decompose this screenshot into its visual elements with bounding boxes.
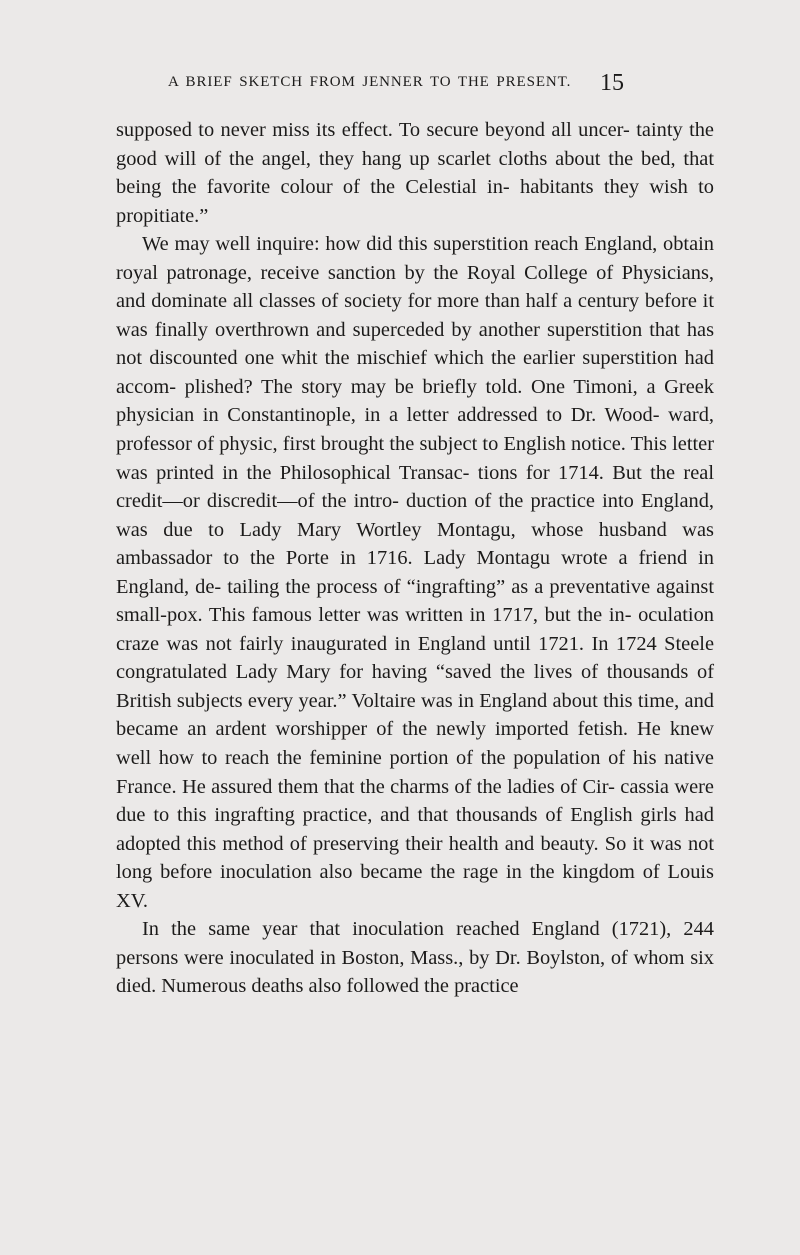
running-title: A BRIEF SKETCH FROM JENNER TO THE PRESENT. [168,74,572,90]
paragraph-inquiry: We may well inquire: how did this superstition reach England, obtain royal patronage, receive sanction by the Royal College of Physicians, and dominate all classes of society for more than half a century before it was finally overthrown and superceded by another superstition that has not discounted one whit the mischief which the earlier superstition had accom- plished? The story may be briefly told. One Timoni, a Greek physician in Constantinople, in a letter addressed to Dr. Wood- ward, professor of physic, first brought the subject to English notice. This letter was printed in the Philosophical Transac- tions for 1714. But the real credit—or discredit—of the intro- duction of the practice into England, was due to Lady Mary Wortley Montagu, whose husband was ambassador to the Porte in 1716. Lady Montagu wrote a friend in England, de- tailing the process of “ingrafting” as a preventative against small-pox. This famous letter was written in 1717, but the in- oculation craze was not fairly inaugurated in England until 1721. In 1724 Steele congratulated Lady Mary for having “saved the lives of thousands of British subjects every year.” Voltaire was in England about this time, and became an ardent worshipper of the newly imported fetish. He knew well how to reach the feminine portion of the population of his native France. He assured them that the charms of the ladies of Cir- cassia were due to this ingrafting practice, and that thousands of English girls had adopted this method of preserving their health and beauty. So it was not long before inoculation also became the rage in the kingdom of Louis XV. [116,233,714,912]
page-number: 15 [600,70,624,96]
paragraph-boston: In the same year that inoculation reached England (1721), 244 persons were inoculated in Boston, Mass., by Dr. Boylston, of whom six died. Numerous deaths also followed the practice [116,918,714,998]
paragraph-continued: supposed to never miss its effect. To secure beyond all uncer- tainty the good will of the angel, they hang up scarlet cloths about the bed, that being the favorite colour of the Celestial in- habitants they wish to propitiate.” [116,119,714,227]
body-text [116,116,714,1001]
